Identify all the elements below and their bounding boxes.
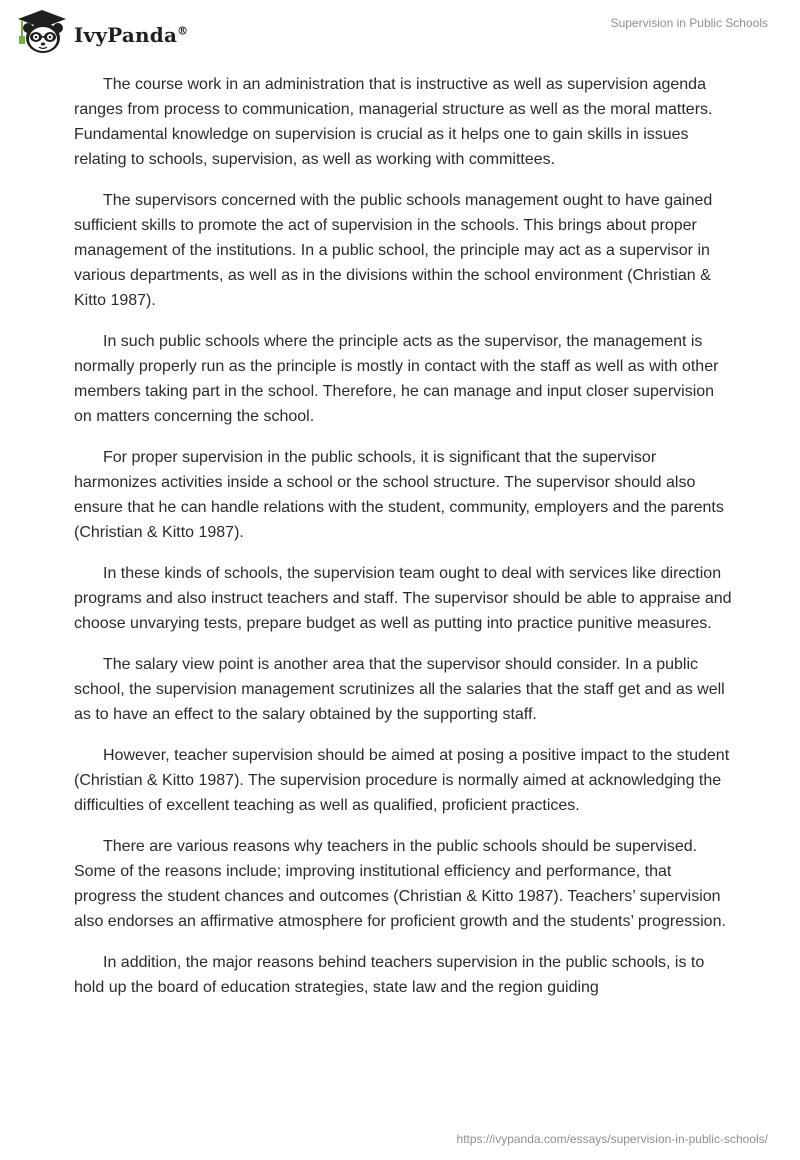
page-header — [0, 0, 800, 60]
paragraph: In addition, the major reasons behind teachers supervision in the public schools, is to hold up the board of education strategies, state law and the region guiding — [74, 954, 705, 996]
paragraph: There are various reasons why teachers in the public schools should be supervised. Some of the reasons include; improving institutional efficiency and performance, that progress the student chances and outcomes (Christian & Kitto 1987). Teachers’ supervision also endorses an affirmative atmosphere for proficient growth and the students’ progression. — [74, 838, 726, 930]
paragraph: For proper supervision in the public schools, it is significant that the supervisor harmonizes activities inside a school or the school structure. The supervisor should also ensure that he can handle relations with the student, community, employers and the parents (Christian & Kitto 1987). — [74, 449, 724, 541]
brand-logo[interactable] — [14, 8, 188, 56]
paragraph: The salary view point is another area that the supervisor should consider. In a public school, the supervision management scrutinizes all the salaries that the staff get and as well as to have an effect to the salary obtained by the supporting staff. — [74, 656, 725, 723]
paragraph: In these kinds of schools, the supervision team ought to deal with services like direction programs and also instruct teachers and staff. The supervisor should be able to appraise and choose unvarying tests, prepare budget as well as putting into practice punitive measures. — [74, 565, 732, 632]
panda-graduate-icon — [14, 8, 70, 56]
registered-mark: ® — [177, 24, 189, 38]
paragraph: However, teacher supervision should be aimed at posing a positive impact to the student (Christian & Kitto 1987). The supervision procedure is normally aimed at acknowledging the difficulties of excellent teaching as well as qualified, proficient practices. — [74, 747, 730, 814]
brand-name: IvyPanda® — [74, 23, 189, 47]
source-url[interactable]: https://ivypanda.com/essays/supervision-in-public-schools/ — [456, 1132, 768, 1146]
paragraph: The course work in an administration that is instructive as well as supervision agenda ranges from process to communication, managerial structure as well as the moral matters. Fundamental knowledge on supervision is crucial as it helps one to gain skills in issues relating to schools, supervision, as well as working with committees. — [74, 76, 713, 168]
paragraph: The supervisors concerned with the public schools management ought to have gained sufficient skills to promote the act of supervision in the schools. This brings about proper management of the institutions. In a public school, the principle may act as a supervisor in various departments, as well as in the divisions within the school environment (Christian & Kitto 1987). — [74, 192, 713, 309]
document-title: Supervision in Public Schools — [610, 16, 768, 30]
paragraph: In such public schools where the principle acts as the supervisor, the management is normally properly run as the principle is mostly in contact with the staff as well as with other members taking part in the school. Therefore, he can manage and input closer supervision on matters concerning the school. — [74, 333, 719, 425]
essay-body — [74, 72, 734, 1016]
